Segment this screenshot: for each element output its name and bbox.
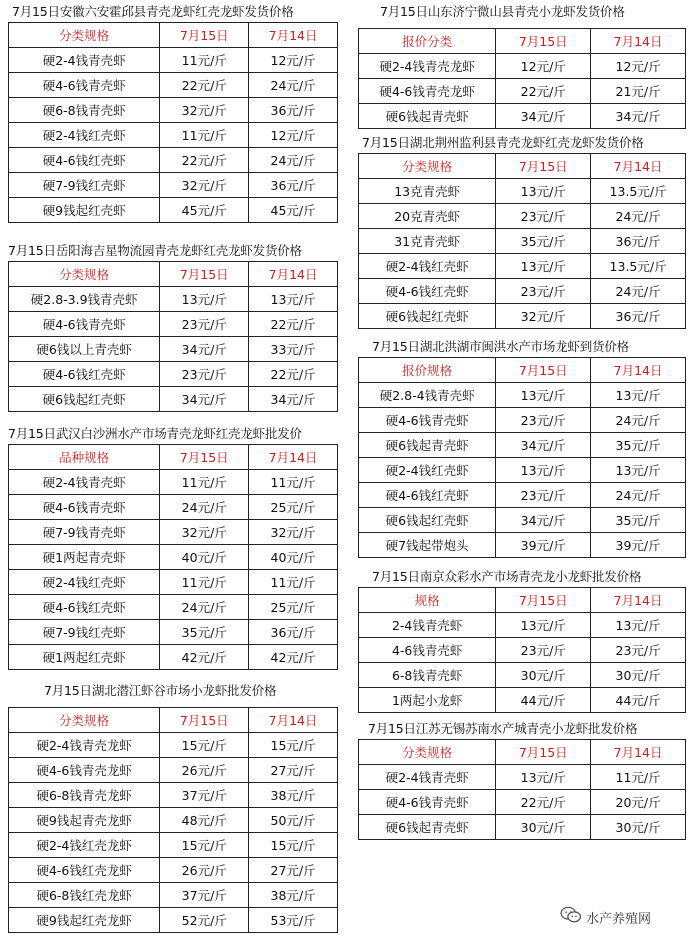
price-yesterday-cell: 36元/斤	[249, 98, 338, 123]
spec-cell: 硬2-4钱红壳虾	[359, 254, 496, 279]
price-today-cell: 22元/斤	[160, 73, 249, 98]
spec-cell: 硬6钱起青壳虾	[359, 815, 496, 840]
price-today-cell: 11元/斤	[160, 123, 249, 148]
price-yesterday-cell: 50元/斤	[249, 808, 338, 833]
table-row	[359, 104, 686, 129]
watermark-text: 水产养殖网	[586, 911, 652, 927]
spec-cell: 硬6钱起青壳虾	[359, 433, 496, 458]
header-cell: 报价分类	[359, 29, 496, 54]
price-yesterday-cell: 30元/斤	[591, 815, 686, 840]
table-row	[9, 173, 338, 198]
spec-cell: 31克青壳虾	[359, 229, 496, 254]
spec-cell: 硬4-6钱红壳龙虾	[9, 858, 160, 883]
table-row	[9, 833, 338, 858]
price-today-cell: 42元/斤	[160, 645, 249, 670]
price-yesterday-cell: 23元/斤	[591, 638, 686, 663]
spec-cell: 硬2-4钱红壳龙虾	[9, 833, 160, 858]
price-today-cell: 11元/斤	[160, 470, 249, 495]
price-yesterday-cell: 40元/斤	[249, 545, 338, 570]
spec-cell: 硬9钱起红壳虾	[9, 198, 160, 223]
price-table	[358, 153, 686, 329]
spec-cell: 硬6-8钱青壳虾	[9, 98, 160, 123]
table-row	[359, 688, 686, 713]
table-header-row	[359, 29, 686, 54]
table-header-row	[359, 154, 686, 179]
table-row	[359, 304, 686, 329]
spec-cell: 硬4-6钱红壳虾	[9, 362, 160, 387]
price-yesterday-cell: 25元/斤	[249, 495, 338, 520]
spec-cell: 硬4-6钱红壳虾	[9, 595, 160, 620]
price-yesterday-cell: 27元/斤	[249, 758, 338, 783]
spec-cell: 硬6-8钱青壳龙虾	[9, 783, 160, 808]
header-cell: 7月15日	[496, 358, 591, 383]
spec-cell: 硬9钱起红壳龙虾	[9, 908, 160, 933]
price-table	[8, 22, 338, 223]
header-cell: 7月14日	[249, 23, 338, 48]
table-row	[359, 54, 686, 79]
table-row	[359, 458, 686, 483]
price-yesterday-cell: 36元/斤	[249, 173, 338, 198]
price-yesterday-cell: 35元/斤	[591, 433, 686, 458]
table-row	[359, 279, 686, 304]
header-cell: 品种规格	[9, 445, 160, 470]
spec-cell: 硬6钱起红壳虾	[359, 508, 496, 533]
price-yesterday-cell: 25元/斤	[249, 595, 338, 620]
spec-cell: 硬4-6钱红壳虾	[359, 279, 496, 304]
price-today-cell: 13元/斤	[496, 179, 591, 204]
table-row	[9, 387, 338, 412]
price-today-cell: 13元/斤	[160, 287, 249, 312]
price-today-cell: 32元/斤	[160, 520, 249, 545]
header-cell: 7月14日	[249, 262, 338, 287]
spec-cell: 2-4钱青壳虾	[359, 613, 496, 638]
table-row	[9, 98, 338, 123]
table-row	[9, 73, 338, 98]
spec-cell: 硬2-4钱青壳虾	[359, 765, 496, 790]
spec-cell: 硬6-8钱红壳龙虾	[9, 883, 160, 908]
table-block-nanjing	[358, 567, 686, 713]
table-row	[359, 254, 686, 279]
table-row	[9, 808, 338, 833]
table-title: 7月15日湖北洪湖市闽洪水产市场龙虾到货价格	[372, 339, 629, 354]
header-cell: 7月15日	[160, 23, 249, 48]
spec-cell: 硬4-6钱青壳虾	[9, 73, 160, 98]
price-table	[8, 261, 338, 412]
table-row	[9, 595, 338, 620]
table-row	[9, 733, 338, 758]
price-today-cell: 32元/斤	[496, 304, 591, 329]
price-table	[358, 28, 686, 129]
table-block-wuhan	[8, 424, 338, 670]
header-cell: 分类规格	[359, 154, 496, 179]
table-row	[9, 287, 338, 312]
price-table	[358, 739, 686, 840]
table-title: 7月15日湖北潜江虾谷市场小龙虾批发价格	[44, 683, 277, 698]
table-row	[359, 433, 686, 458]
table-row	[9, 620, 338, 645]
price-today-cell: 23元/斤	[496, 638, 591, 663]
header-cell: 7月14日	[249, 708, 338, 733]
spec-cell: 硬4-6钱青壳虾	[9, 312, 160, 337]
price-today-cell: 23元/斤	[160, 362, 249, 387]
price-today-cell: 35元/斤	[496, 229, 591, 254]
table-row	[359, 408, 686, 433]
price-today-cell: 23元/斤	[496, 408, 591, 433]
price-today-cell: 24元/斤	[160, 595, 249, 620]
spec-cell: 硬6钱起红壳虾	[9, 387, 160, 412]
header-cell: 7月14日	[591, 588, 686, 613]
price-yesterday-cell: 22元/斤	[249, 312, 338, 337]
table-row	[9, 758, 338, 783]
price-yesterday-cell: 22元/斤	[249, 362, 338, 387]
price-today-cell: 24元/斤	[160, 495, 249, 520]
table-row	[9, 858, 338, 883]
price-today-cell: 34元/斤	[160, 337, 249, 362]
price-today-cell: 11元/斤	[160, 570, 249, 595]
price-today-cell: 13元/斤	[496, 765, 591, 790]
table-row	[359, 613, 686, 638]
price-today-cell: 23元/斤	[496, 279, 591, 304]
price-yesterday-cell: 21元/斤	[591, 79, 686, 104]
price-today-cell: 32元/斤	[160, 173, 249, 198]
price-yesterday-cell: 36元/斤	[591, 229, 686, 254]
table-title: 7月15日江苏无锡苏南水产城青壳小龙虾批发价格	[368, 721, 638, 736]
header-cell: 分类规格	[9, 708, 160, 733]
price-today-cell: 30元/斤	[496, 663, 591, 688]
table-row	[359, 229, 686, 254]
spec-cell: 硬4-6钱青壳虾	[359, 790, 496, 815]
spec-cell: 硬4-6钱红壳虾	[359, 483, 496, 508]
price-yesterday-cell: 13元/斤	[591, 458, 686, 483]
price-today-cell: 32元/斤	[160, 98, 249, 123]
header-cell: 7月15日	[160, 708, 249, 733]
table-row	[9, 337, 338, 362]
header-cell: 7月15日	[160, 262, 249, 287]
header-cell: 7月14日	[249, 445, 338, 470]
table-block-anhui-liuan	[8, 2, 338, 223]
spec-cell: 硬7-9钱青壳虾	[9, 520, 160, 545]
price-yesterday-cell: 11元/斤	[249, 570, 338, 595]
price-yesterday-cell: 13.5元/斤	[591, 254, 686, 279]
price-today-cell: 26元/斤	[160, 858, 249, 883]
table-header-row	[9, 262, 338, 287]
price-today-cell: 35元/斤	[160, 620, 249, 645]
price-yesterday-cell: 24元/斤	[591, 483, 686, 508]
price-yesterday-cell: 44元/斤	[591, 688, 686, 713]
table-row	[9, 470, 338, 495]
table-header-row	[359, 588, 686, 613]
spec-cell: 6-8钱青壳虾	[359, 663, 496, 688]
table-row	[9, 198, 338, 223]
table-block-jingzhou-jianli	[358, 133, 686, 329]
price-today-cell: 44元/斤	[496, 688, 591, 713]
spec-cell: 硬2-4钱青壳龙虾	[9, 733, 160, 758]
table-block-wuxi	[358, 719, 686, 840]
wechat-icon	[560, 906, 582, 928]
spec-cell: 硬4-6钱红壳虾	[9, 148, 160, 173]
price-today-cell: 37元/斤	[160, 883, 249, 908]
price-yesterday-cell: 15元/斤	[249, 733, 338, 758]
spec-cell: 硬7-9钱红壳虾	[9, 173, 160, 198]
price-yesterday-cell: 38元/斤	[249, 883, 338, 908]
table-row	[9, 312, 338, 337]
spec-cell: 硬2-4钱青壳虾	[9, 48, 160, 73]
spec-cell: 硬2.8-4钱青壳虾	[359, 383, 496, 408]
price-today-cell: 37元/斤	[160, 783, 249, 808]
spec-cell: 硬1两起红壳虾	[9, 645, 160, 670]
price-today-cell: 40元/斤	[160, 545, 249, 570]
price-today-cell: 13元/斤	[496, 254, 591, 279]
table-title: 7月15日安徽六安霍邱县青壳龙虾红壳龙虾发货价格	[12, 4, 294, 19]
spec-cell: 硬2.8-3.9钱青壳虾	[9, 287, 160, 312]
price-yesterday-cell: 12元/斤	[591, 54, 686, 79]
table-row	[9, 48, 338, 73]
price-table	[8, 444, 338, 670]
spec-cell: 硬2-4钱红壳虾	[9, 570, 160, 595]
table-block-shandong-jining	[358, 2, 686, 129]
table-row	[359, 663, 686, 688]
price-yesterday-cell: 11元/斤	[591, 765, 686, 790]
header-cell: 分类规格	[9, 262, 160, 287]
table-header-row	[9, 708, 338, 733]
price-yesterday-cell: 11元/斤	[249, 470, 338, 495]
header-cell: 7月15日	[496, 29, 591, 54]
watermark	[560, 906, 651, 928]
header-cell: 分类规格	[359, 740, 496, 765]
price-yesterday-cell: 24元/斤	[591, 279, 686, 304]
price-yesterday-cell: 32元/斤	[249, 520, 338, 545]
price-today-cell: 12元/斤	[496, 54, 591, 79]
price-today-cell: 13元/斤	[496, 383, 591, 408]
price-today-cell: 48元/斤	[160, 808, 249, 833]
table-row	[9, 520, 338, 545]
price-today-cell: 22元/斤	[160, 148, 249, 173]
spec-cell: 硬2-4钱红壳虾	[359, 458, 496, 483]
price-yesterday-cell: 35元/斤	[591, 508, 686, 533]
price-yesterday-cell: 24元/斤	[591, 408, 686, 433]
table-row	[9, 123, 338, 148]
price-yesterday-cell: 13元/斤	[591, 383, 686, 408]
price-yesterday-cell: 39元/斤	[591, 533, 686, 558]
table-row	[359, 179, 686, 204]
spec-cell: 硬4-6钱青壳龙虾	[359, 79, 496, 104]
price-today-cell: 22元/斤	[496, 79, 591, 104]
table-row	[359, 79, 686, 104]
spec-cell: 硬7-9钱红壳虾	[9, 620, 160, 645]
table-row	[359, 765, 686, 790]
price-yesterday-cell: 38元/斤	[249, 783, 338, 808]
header-cell: 7月14日	[591, 154, 686, 179]
header-cell: 7月15日	[496, 740, 591, 765]
price-yesterday-cell: 20元/斤	[591, 790, 686, 815]
header-cell: 7月14日	[591, 740, 686, 765]
price-today-cell: 15元/斤	[160, 833, 249, 858]
header-cell: 规格	[359, 588, 496, 613]
price-yesterday-cell: 13元/斤	[591, 613, 686, 638]
price-today-cell: 26元/斤	[160, 758, 249, 783]
table-title: 7月15日武汉白沙洲水产市场青壳龙虾红壳龙虾批发价	[8, 426, 302, 441]
spec-cell: 硬1两起青壳虾	[9, 545, 160, 570]
table-row	[9, 783, 338, 808]
table-title: 7月15日山东济宁微山县青壳小龙虾发货价格	[380, 4, 625, 19]
header-cell: 7月15日	[160, 445, 249, 470]
price-yesterday-cell: 34元/斤	[591, 104, 686, 129]
table-header-row	[9, 23, 338, 48]
price-yesterday-cell: 45元/斤	[249, 198, 338, 223]
price-today-cell: 34元/斤	[160, 387, 249, 412]
price-today-cell: 23元/斤	[160, 312, 249, 337]
table-header-row	[359, 358, 686, 383]
table-block-honghu	[358, 337, 686, 558]
table-row	[9, 883, 338, 908]
table-block-qianjiang	[8, 681, 338, 933]
table-title: 7月15日岳阳海吉星物流园青壳龙虾红壳龙虾发货价格	[8, 243, 302, 258]
table-row	[9, 148, 338, 173]
price-today-cell: 30元/斤	[496, 815, 591, 840]
price-table	[358, 357, 686, 558]
spec-cell: 硬7钱起带炮头	[359, 533, 496, 558]
spec-cell: 硬2-4钱青壳虾	[9, 470, 160, 495]
spec-cell: 20克青壳虾	[359, 204, 496, 229]
price-today-cell: 22元/斤	[496, 790, 591, 815]
price-yesterday-cell: 53元/斤	[249, 908, 338, 933]
spec-cell: 13克青壳虾	[359, 179, 496, 204]
price-today-cell: 13元/斤	[496, 458, 591, 483]
table-header-row	[9, 445, 338, 470]
table-row	[359, 533, 686, 558]
header-cell: 报价规格	[359, 358, 496, 383]
price-yesterday-cell: 36元/斤	[249, 620, 338, 645]
price-today-cell: 34元/斤	[496, 433, 591, 458]
table-row	[359, 815, 686, 840]
table-row	[359, 483, 686, 508]
table-row	[9, 570, 338, 595]
price-yesterday-cell: 12元/斤	[249, 123, 338, 148]
table-row	[359, 204, 686, 229]
price-yesterday-cell: 34元/斤	[249, 387, 338, 412]
spec-cell: 硬9钱起青壳龙虾	[9, 808, 160, 833]
spec-cell: 4-6钱青壳虾	[359, 638, 496, 663]
price-today-cell: 23元/斤	[496, 483, 591, 508]
spec-cell: 硬6钱起青壳虾	[359, 104, 496, 129]
price-table	[358, 587, 686, 713]
table-title: 7月15日湖北荆州监利县青壳龙虾红壳龙虾发货价格	[362, 135, 644, 150]
price-today-cell: 39元/斤	[496, 533, 591, 558]
table-row	[359, 790, 686, 815]
price-yesterday-cell: 27元/斤	[249, 858, 338, 883]
table-row	[359, 638, 686, 663]
table-title: 7月15日南京众彩水产市场青壳龙小龙虾批发价格	[372, 569, 642, 584]
spec-cell: 硬2-4钱红壳虾	[9, 123, 160, 148]
table-header-row	[359, 740, 686, 765]
header-cell: 分类规格	[9, 23, 160, 48]
header-cell: 7月15日	[496, 588, 591, 613]
price-yesterday-cell: 24元/斤	[249, 148, 338, 173]
price-yesterday-cell: 42元/斤	[249, 645, 338, 670]
spec-cell: 1两起小龙虾	[359, 688, 496, 713]
price-yesterday-cell: 24元/斤	[591, 204, 686, 229]
spec-cell: 硬6钱起红壳虾	[359, 304, 496, 329]
price-today-cell: 34元/斤	[496, 104, 591, 129]
table-row	[9, 645, 338, 670]
table-row	[9, 362, 338, 387]
price-today-cell: 13元/斤	[496, 613, 591, 638]
price-today-cell: 52元/斤	[160, 908, 249, 933]
price-today-cell: 23元/斤	[496, 204, 591, 229]
header-cell: 7月14日	[591, 29, 686, 54]
price-yesterday-cell: 13元/斤	[249, 287, 338, 312]
header-cell: 7月15日	[496, 154, 591, 179]
table-row	[359, 508, 686, 533]
price-today-cell: 45元/斤	[160, 198, 249, 223]
spec-cell: 硬2-4钱青壳龙虾	[359, 54, 496, 79]
price-yesterday-cell: 30元/斤	[591, 663, 686, 688]
price-yesterday-cell: 24元/斤	[249, 73, 338, 98]
price-yesterday-cell: 33元/斤	[249, 337, 338, 362]
table-block-yueyang	[8, 241, 338, 412]
price-today-cell: 34元/斤	[496, 508, 591, 533]
table-row	[9, 908, 338, 933]
header-cell: 7月14日	[591, 358, 686, 383]
spec-cell: 硬4-6钱青壳虾	[359, 408, 496, 433]
table-row	[9, 545, 338, 570]
price-yesterday-cell: 15元/斤	[249, 833, 338, 858]
spec-cell: 硬4-6钱青壳龙虾	[9, 758, 160, 783]
table-row	[9, 495, 338, 520]
price-yesterday-cell: 12元/斤	[249, 48, 338, 73]
price-today-cell: 11元/斤	[160, 48, 249, 73]
spec-cell: 硬6钱以上青壳虾	[9, 337, 160, 362]
price-today-cell: 15元/斤	[160, 733, 249, 758]
price-yesterday-cell: 36元/斤	[591, 304, 686, 329]
price-yesterday-cell: 13.5元/斤	[591, 179, 686, 204]
price-table	[8, 707, 338, 933]
spec-cell: 硬4-6钱青壳虾	[9, 495, 160, 520]
table-row	[359, 383, 686, 408]
